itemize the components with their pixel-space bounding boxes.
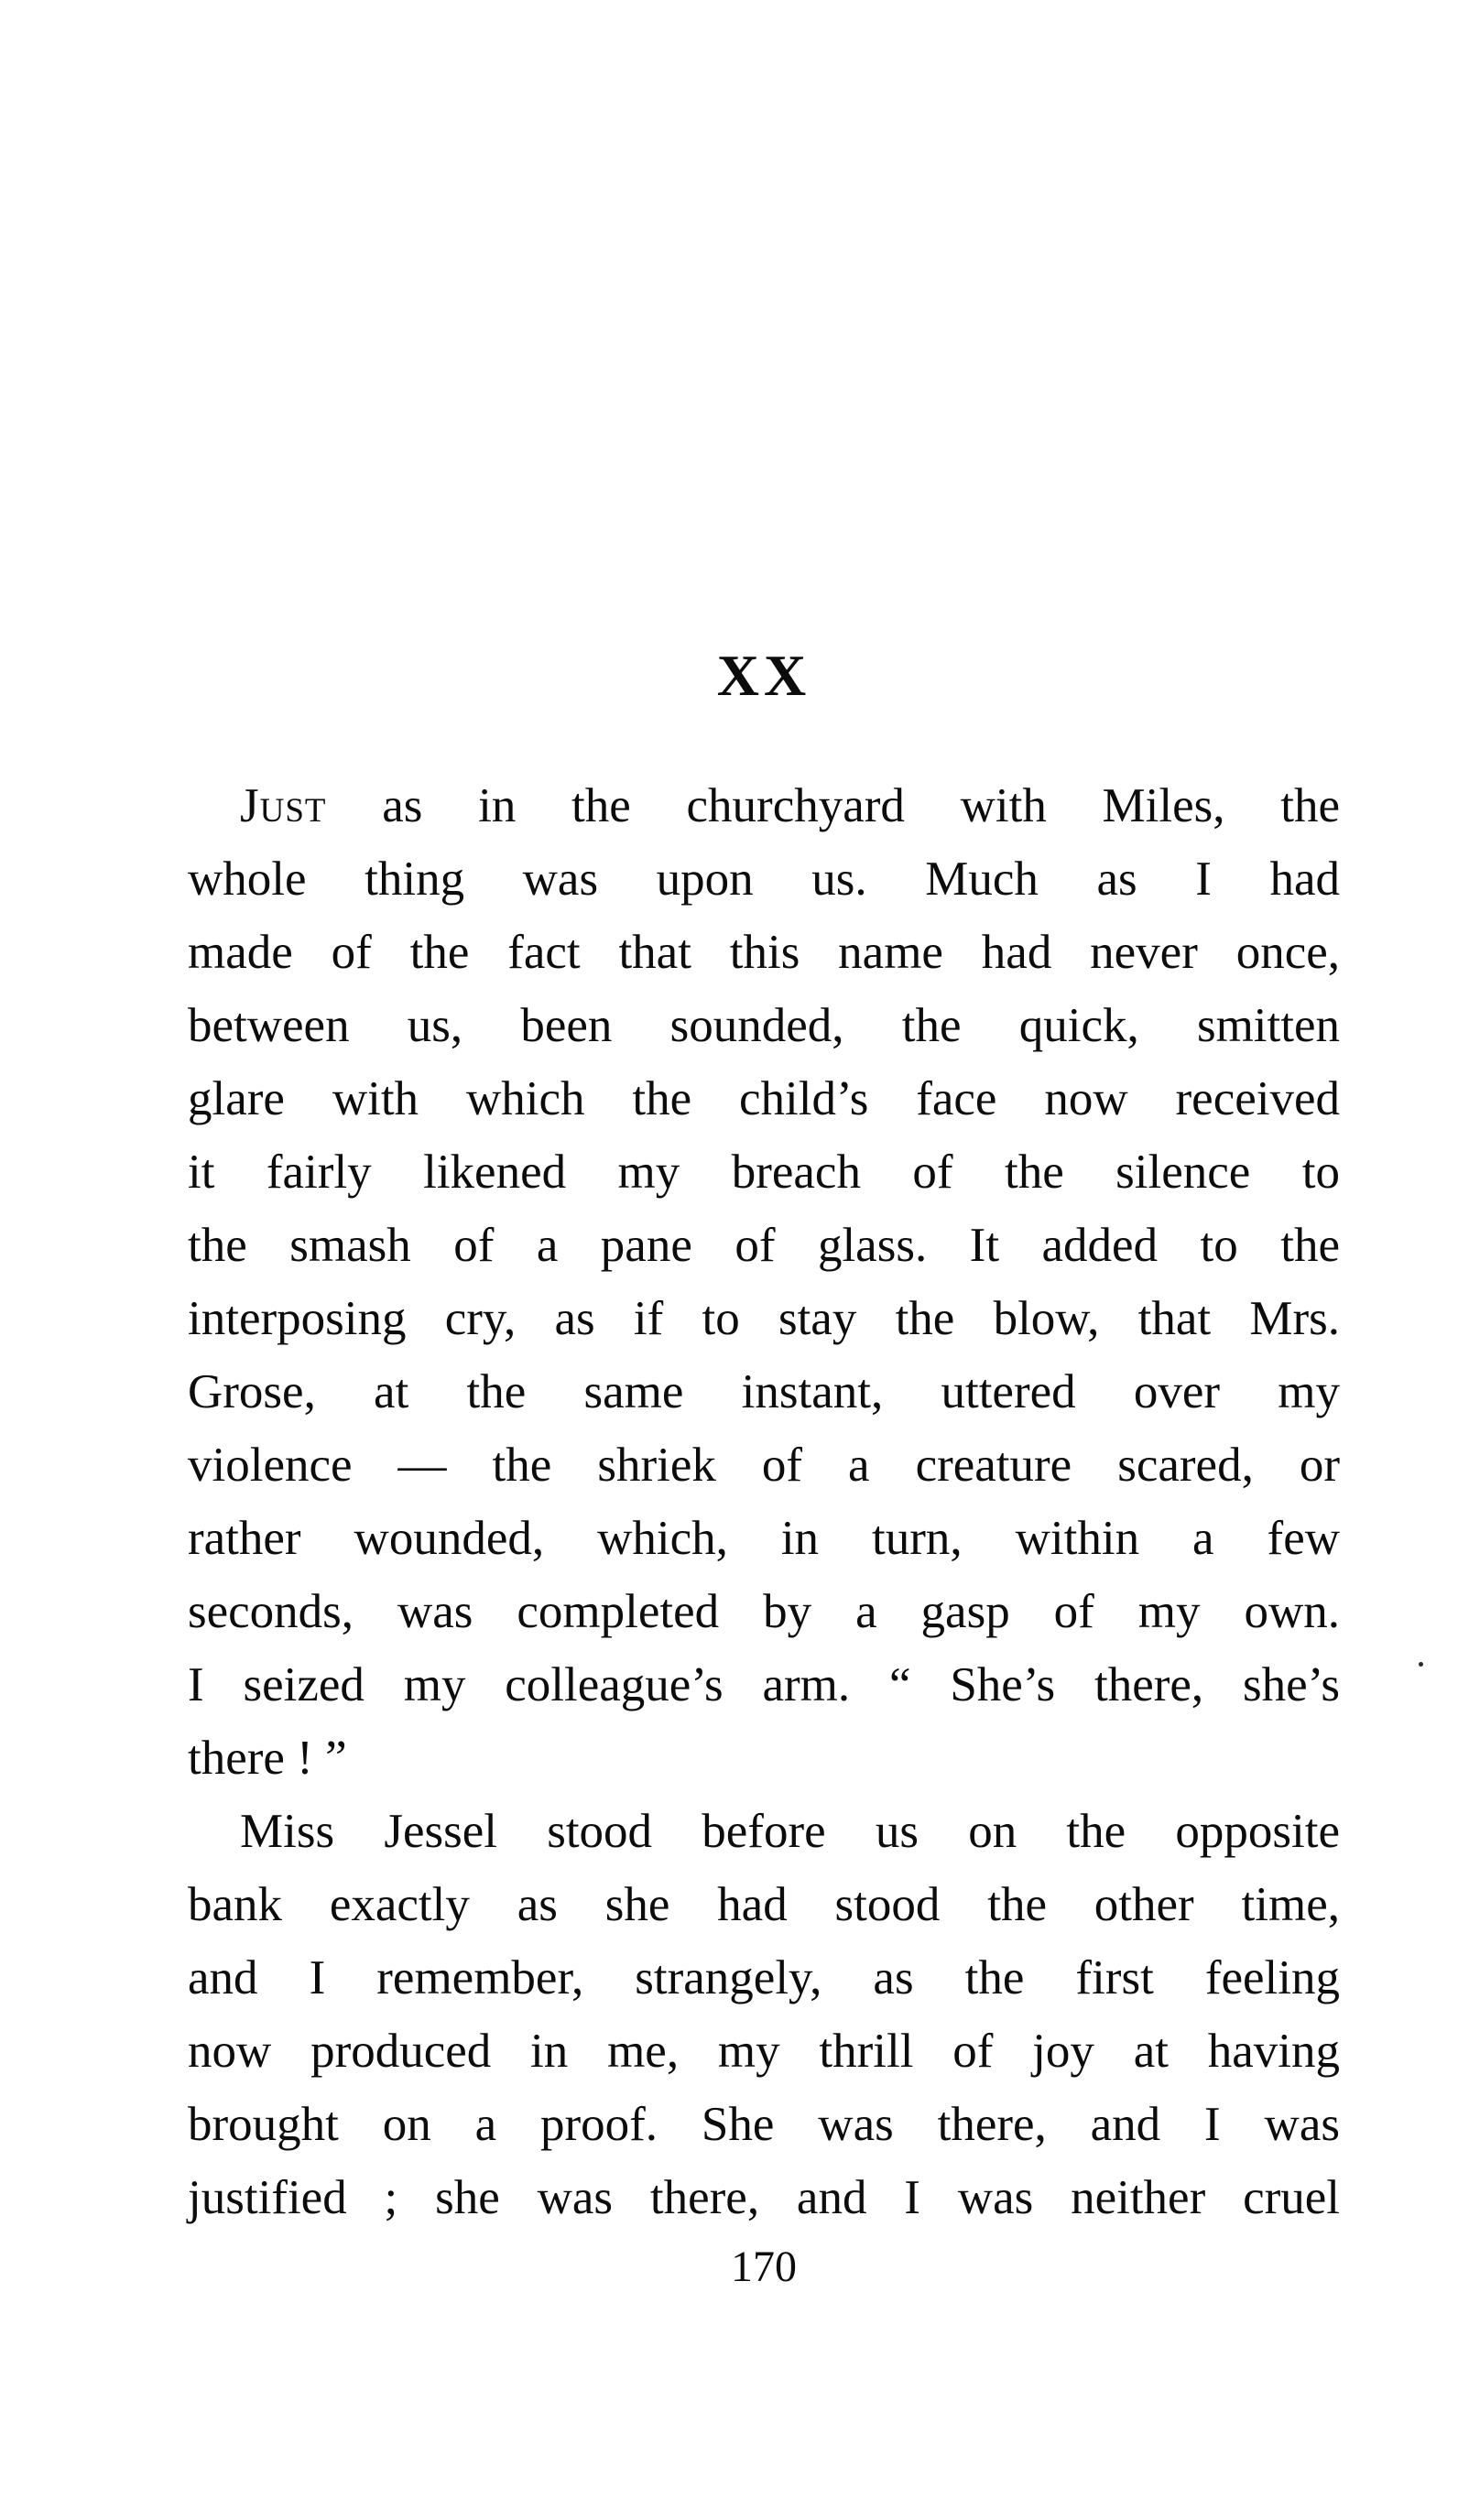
text-line: interposing cry, as if to stay the blow, that Mrs. bbox=[188, 1292, 1340, 1345]
text-line: rather wounded, which, in turn, within a few bbox=[188, 1512, 1340, 1565]
text-line: now produced in me, my thrill of joy at having bbox=[188, 2025, 1340, 2078]
text-line: Grose, at the same instant, uttered over my bbox=[188, 1365, 1340, 1418]
page-number: 170 bbox=[731, 2243, 797, 2291]
text-line: brought on a proof. She was there, and I was bbox=[188, 2098, 1340, 2151]
text-line: between us, been sounded, the quick, smitten bbox=[188, 999, 1340, 1052]
text-block bbox=[188, 769, 1340, 2234]
text-line: violence — the shriek of a creature scared, or bbox=[188, 1439, 1340, 1492]
text-line: whole thing was upon us. Much as I had bbox=[188, 853, 1340, 906]
scan-speck bbox=[1419, 1662, 1423, 1667]
text-line: made of the fact that this name had never once, bbox=[188, 926, 1340, 979]
text-line: it fairly likened my breach of the silence to bbox=[188, 1146, 1340, 1199]
text-line-rest: as in the churchyard with Miles, the bbox=[326, 779, 1340, 832]
text-line: and I remember, strangely, as the first feeling bbox=[188, 1951, 1340, 2004]
text-line: justified ; she was there, and I was neither cruel bbox=[188, 2171, 1340, 2224]
text-line: there ! ” bbox=[188, 1732, 347, 1785]
text-line: the smash of a pane of glass. It added to the bbox=[188, 1219, 1340, 1272]
lead-word-small-caps: Just bbox=[240, 779, 327, 832]
text-line: seconds, was completed by a gasp of my own. bbox=[188, 1585, 1340, 1638]
text-line bbox=[188, 769, 1340, 842]
text-line: Miss Jessel stood before us on the opposite bbox=[240, 1805, 1340, 1858]
text-line: bank exactly as she had stood the other time, bbox=[188, 1878, 1340, 1931]
text-line: glare with which the child’s face now received bbox=[188, 1072, 1340, 1125]
text-line: I seized my colleague’s arm. “ She’s there, she’s bbox=[188, 1658, 1340, 1711]
chapter-heading: XX bbox=[716, 643, 811, 708]
